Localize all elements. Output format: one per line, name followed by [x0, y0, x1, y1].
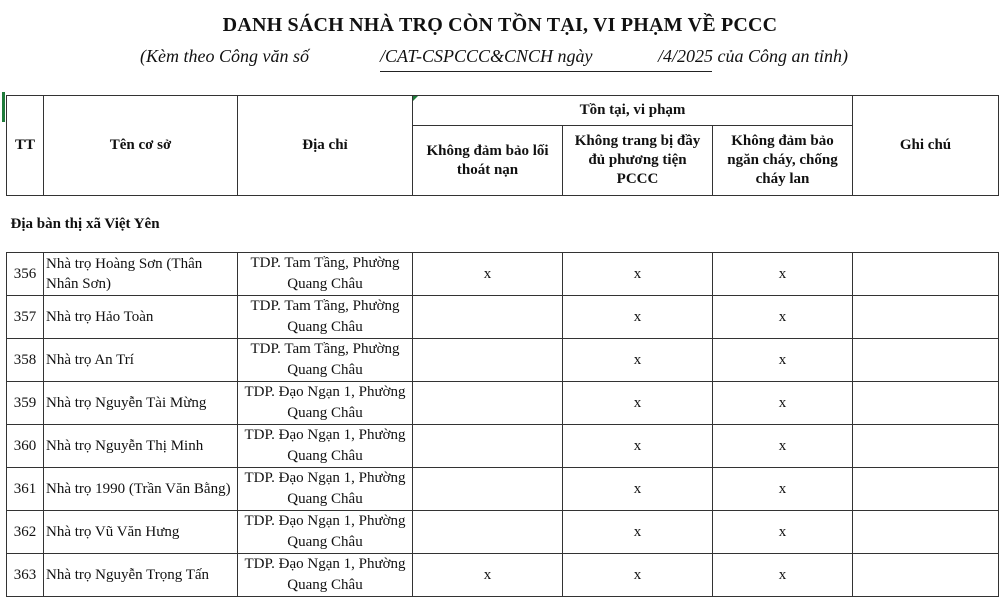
address-cell[interactable]: TDP. Đạo Ngạn 1, Phường Quang Châu — [238, 554, 413, 597]
fire-spread-violation-cell[interactable]: x — [713, 339, 853, 382]
header-violations-group[interactable]: Tồn tại, vi phạm — [413, 96, 853, 126]
fire-spread-violation-cell[interactable]: x — [713, 253, 853, 296]
facility-name-cell[interactable]: Nhà trọ Nguyễn Thị Minh — [44, 425, 238, 468]
address-cell[interactable]: TDP. Tam Tầng, Phường Quang Châu — [238, 253, 413, 296]
row-number-cell[interactable]: 361 — [7, 468, 44, 511]
row-number-cell[interactable]: 358 — [7, 339, 44, 382]
header-note[interactable]: Ghi chú — [853, 96, 999, 196]
exit-violation-cell[interactable] — [413, 382, 563, 425]
document-subtitle-part-2: /CAT-CSPCCC&CNCH ngày — [380, 46, 593, 66]
equipment-violation-cell[interactable]: x — [563, 425, 713, 468]
table-row — [7, 296, 999, 339]
selected-cell-marker — [2, 92, 5, 122]
address-cell[interactable]: TDP. Đạo Ngạn 1, Phường Quang Châu — [238, 382, 413, 425]
facility-name-cell[interactable]: Nhà trọ 1990 (Trần Văn Bằng) — [44, 468, 238, 511]
facility-name-cell[interactable]: Nhà trọ Vũ Văn Hưng — [44, 511, 238, 554]
row-number-cell[interactable]: 362 — [7, 511, 44, 554]
address-cell[interactable]: TDP. Đạo Ngạn 1, Phường Quang Châu — [238, 511, 413, 554]
exit-violation-cell[interactable]: x — [413, 554, 563, 597]
table-row — [7, 253, 999, 296]
equipment-violation-cell[interactable]: x — [563, 253, 713, 296]
exit-violation-cell[interactable] — [413, 339, 563, 382]
note-cell[interactable] — [853, 253, 999, 296]
note-cell[interactable] — [853, 382, 999, 425]
note-cell[interactable] — [853, 296, 999, 339]
table-row — [7, 382, 999, 425]
header-fire-spread-violation[interactable]: Không đảm bảo ngăn cháy, chống cháy lan — [713, 126, 853, 196]
address-cell[interactable]: TDP. Tam Tầng, Phường Quang Châu — [238, 339, 413, 382]
facility-name-cell[interactable]: Nhà trọ Nguyễn Tài Mừng — [44, 382, 238, 425]
address-cell[interactable]: TDP. Tam Tầng, Phường Quang Châu — [238, 296, 413, 339]
equipment-violation-cell[interactable]: x — [563, 382, 713, 425]
exit-violation-cell[interactable] — [413, 468, 563, 511]
exit-violation-cell[interactable]: x — [413, 253, 563, 296]
equipment-violation-cell[interactable]: x — [563, 296, 713, 339]
row-number-cell[interactable]: 357 — [7, 296, 44, 339]
facility-name-cell[interactable]: Nhà trọ Hoàng Sơn (Thân Nhân Sơn) — [44, 253, 238, 296]
row-number-cell[interactable]: 363 — [7, 554, 44, 597]
fire-spread-violation-cell[interactable]: x — [713, 554, 853, 597]
fire-spread-violation-cell[interactable]: x — [713, 468, 853, 511]
address-cell[interactable]: TDP. Đạo Ngạn 1, Phường Quang Châu — [238, 468, 413, 511]
note-cell[interactable] — [853, 339, 999, 382]
table-row — [7, 468, 999, 511]
document-subtitle-part-1: (Kèm theo Công văn số — [140, 46, 309, 66]
note-cell[interactable] — [853, 468, 999, 511]
equipment-violation-cell[interactable]: x — [563, 511, 713, 554]
fire-spread-violation-cell[interactable]: x — [713, 425, 853, 468]
document-title: DANH SÁCH NHÀ TRỌ CÒN TỒN TẠI, VI PHẠM VỀ PCCC — [222, 14, 778, 36]
header-address[interactable]: Địa chỉ — [238, 96, 413, 196]
section-row-viet-yen[interactable]: Địa bàn thị xã Việt Yên — [7, 196, 999, 253]
table-row — [7, 425, 999, 468]
exit-violation-cell[interactable] — [413, 296, 563, 339]
subtitle-underline — [380, 71, 712, 72]
row-number-cell[interactable]: 359 — [7, 382, 44, 425]
table-row — [7, 511, 999, 554]
violations-table — [6, 95, 999, 597]
fire-spread-violation-cell[interactable]: x — [713, 296, 853, 339]
row-number-cell[interactable]: 360 — [7, 425, 44, 468]
row-number-cell[interactable]: 356 — [7, 253, 44, 296]
address-cell[interactable]: TDP. Đạo Ngạn 1, Phường Quang Châu — [238, 425, 413, 468]
header-exit-violation[interactable]: Không đảm bảo lối thoát nạn — [413, 126, 563, 196]
facility-name-cell[interactable]: Nhà trọ Nguyễn Trọng Tấn — [44, 554, 238, 597]
exit-violation-cell[interactable] — [413, 511, 563, 554]
equipment-violation-cell[interactable]: x — [563, 339, 713, 382]
equipment-violation-cell[interactable]: x — [563, 468, 713, 511]
header-equipment-violation[interactable]: Không trang bị đầy đủ phương tiện PCCC — [563, 126, 713, 196]
equipment-violation-cell[interactable]: x — [563, 554, 713, 597]
document-subtitle-part-3: /4/2025 của Công an tỉnh) — [658, 46, 848, 66]
header-name[interactable]: Tên cơ sở — [44, 96, 238, 196]
table-row — [7, 554, 999, 597]
header-tt[interactable]: TT — [7, 96, 44, 196]
exit-violation-cell[interactable] — [413, 425, 563, 468]
facility-name-cell[interactable]: Nhà trọ Hảo Toàn — [44, 296, 238, 339]
fire-spread-violation-cell[interactable]: x — [713, 382, 853, 425]
fire-spread-violation-cell[interactable]: x — [713, 511, 853, 554]
note-cell[interactable] — [853, 554, 999, 597]
table-row — [7, 339, 999, 382]
note-cell[interactable] — [853, 511, 999, 554]
facility-name-cell[interactable]: Nhà trọ An Trí — [44, 339, 238, 382]
note-cell[interactable] — [853, 425, 999, 468]
